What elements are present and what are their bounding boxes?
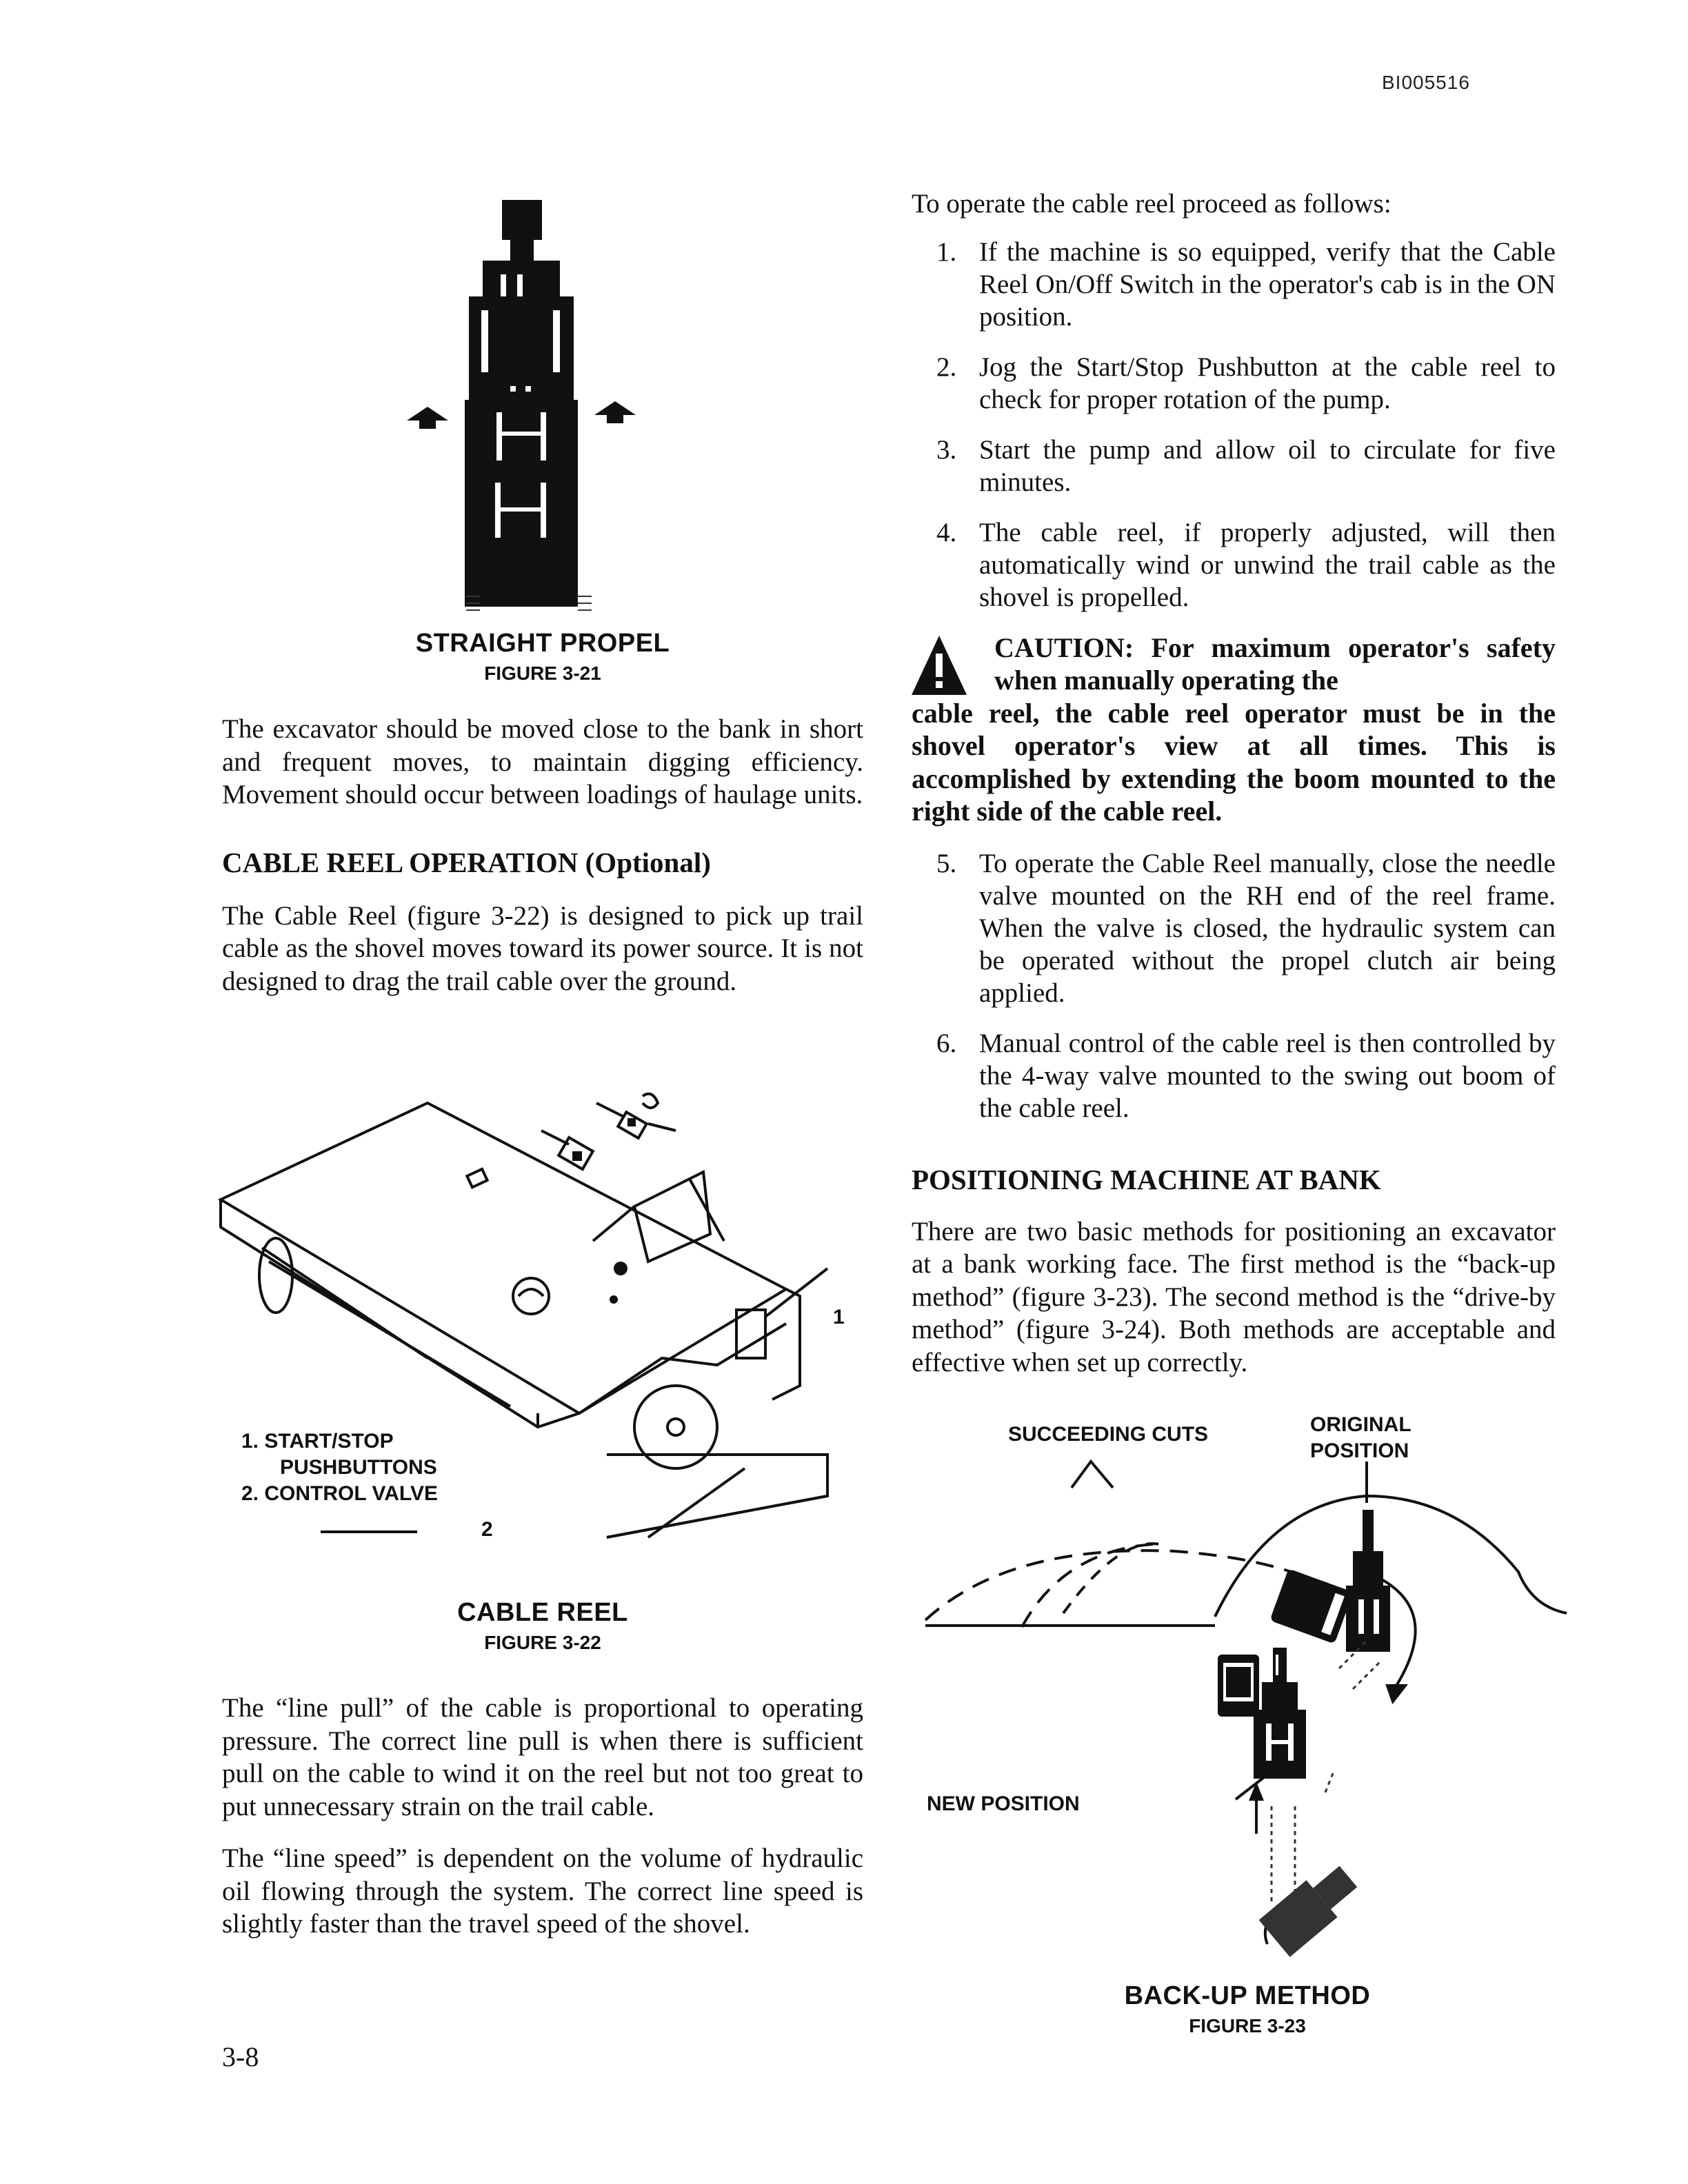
caution-block [912,631,1556,828]
figure-title: CABLE REEL [457,1598,628,1627]
cable-reel-figure [221,1069,869,1586]
callout-start-stop: 1. START/STOP [241,1430,394,1453]
figure-3-21-caption [222,629,863,685]
back-up-method-diagram [912,1448,1560,1999]
paragraph: The “line pull” of the cable is proportional to operating pressure. The correct line pull is when there is sufficient pull on the cable to wind it on the reel but not too great to put unnecessary strain on the trail cable. [222,1693,863,1821]
figure-label: FIGURE 3-21 [484,663,601,684]
paragraph: The Cable Reel (figure 3-22) is designed to pick up trail cable as the shovel moves toward its power source. It is not designed to drag the trail cable over the ground. [222,900,863,996]
right-column [912,188,1556,1379]
figure-3-22-caption [222,1598,863,1654]
section-heading-cable-reel: CABLE REEL OPERATION (Optional) [222,846,711,878]
caution-lead: CAUTION: For maximum operator's safety when manually operating the [994,631,1556,696]
intro-paragraph: To operate the cable reel proceed as follows: [912,189,1391,219]
left-column-upper [222,713,863,998]
list-item: 4. The cable reel, if properly adjusted, will then automatically wind or unwind the trail cable as the shovel is propelled. [936,517,1556,612]
steps-list-2 [912,847,1556,1124]
label-succeeding-cuts: SUCCEEDING CUTS [1008,1423,1209,1446]
figure-label: FIGURE 3-22 [484,1632,601,1653]
paragraph: The excavator should be moved close to the bank in short and frequent moves, to maintain digging efficiency. Movement should occur between loadings of haulage units. [222,714,863,809]
document-id: BI005516 [1382,72,1470,93]
list-item: 1. If the machine is so equipped, verify that the Cable Reel On/Off Switch in the operator's cab is in the ON position. [936,236,1556,332]
paragraph: There are two basic methods for positioning an excavator at a bank working face. The first method is the “back-up method” (figure 3-23). The second method is the “drive-by method” (figure 3-24). Both methods are acceptable and effective when set up correctly. [912,1216,1556,1377]
list-item: 2. Jog the Start/Stop Pushbutton at the cable reel to check for proper rotation of the pump. [936,352,1556,414]
figure-title: STRAIGHT PROPEL [415,629,670,658]
page-number: 3-8 [222,2041,259,2072]
paragraph: The “line speed” is dependent on the volume of hydraulic oil flowing through the system. The correct line speed is slightly faster than the travel speed of the shovel. [222,1843,863,1939]
callout-marker-1: 1 [833,1306,845,1328]
callout-marker-2: 2 [481,1518,493,1541]
list-item: 6. Manual control of the cable reel is then controlled by the 4-way valve mounted to the swing out boom of the cable reel. [936,1028,1556,1123]
straight-propel-figure [400,193,621,620]
label-new-position: NEW POSITION [927,1792,1080,1815]
cable-reel-callouts [241,1428,438,1507]
figure-title: BACK-UP METHOD [1124,1981,1371,2010]
callout-control-valve: 2. CONTROL VALVE [241,1482,439,1505]
warning-triangle-icon [912,636,967,695]
list-item: 3. Start the pump and allow oil to circulate for five minutes. [936,434,1556,497]
figure-3-23-caption [912,1981,1556,2037]
figure-label: FIGURE 3-23 [1189,2015,1306,2036]
list-item: 5. To operate the Cable Reel manually, close the needle valve mounted on the RH end of the reel frame. When the valve is closed, the hydraulic system can be operated without the propel clutch air being applied. [936,848,1556,1008]
steps-list [912,236,1556,614]
caution-text: cable reel, the cable reel operator must be in the shovel operator's view at all times. This is accomplished by extending the boom mounted to the right side of the cable reel. [912,697,1556,827]
section-heading-positioning: POSITIONING MACHINE AT BANK [912,1163,1381,1195]
label-original-position: ORIGINAL POSITION [1310,1413,1411,1462]
callout-pushbuttons: PUSHBUTTONS [280,1456,437,1479]
left-column-lower [222,1692,863,1941]
